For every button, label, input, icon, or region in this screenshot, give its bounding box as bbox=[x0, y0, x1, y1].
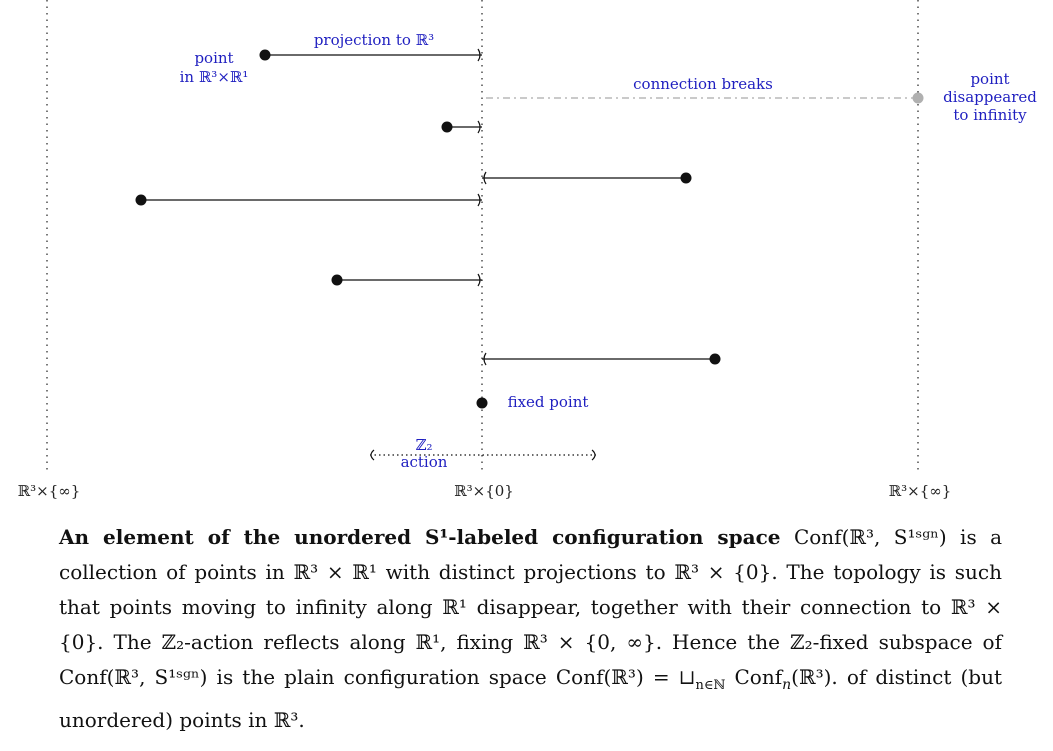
point-1 bbox=[260, 50, 271, 61]
caption-union-subscript: n∈ℕ bbox=[695, 678, 726, 693]
fixed-point-label: fixed point bbox=[507, 393, 589, 411]
caption-conf-n-subscript: n bbox=[782, 677, 792, 693]
disappeared-label-line3: to infinity bbox=[953, 106, 1027, 124]
disappeared-label-line1: point bbox=[970, 70, 1010, 88]
disappeared-point bbox=[913, 93, 924, 104]
fixed-point bbox=[477, 398, 488, 409]
caption-conf-n: Conf bbox=[734, 665, 783, 689]
right-axis-label: ℝ³×{∞} bbox=[888, 482, 952, 500]
point-6 bbox=[710, 354, 721, 365]
caption-sentence-2: is the plain configuration space Conf(ℝ³) = ⊔ bbox=[216, 665, 696, 689]
caption-conf-expr-2: Conf(ℝ³, S¹ˢᵍⁿ) bbox=[59, 665, 208, 689]
point-label-line2: in ℝ³×ℝ¹ bbox=[179, 68, 249, 86]
point-5 bbox=[332, 275, 343, 286]
projection-label: projection to ℝ³ bbox=[313, 31, 435, 49]
point-4 bbox=[136, 195, 147, 206]
z2-arrowhead-right bbox=[592, 450, 595, 460]
z2-label-line1: ℤ₂ bbox=[415, 436, 433, 454]
caption-sentence-3: (ℝ³). of distinct (but unordered) points in ℝ³. bbox=[59, 665, 1003, 732]
point-2 bbox=[442, 122, 453, 133]
caption-bold-intro: An element of the unordered S¹-labeled configuration space bbox=[59, 525, 781, 549]
connection-breaks-label: connection breaks bbox=[633, 75, 773, 93]
disappeared-label-line2: disappeared bbox=[943, 88, 1037, 106]
caption-conf-expr-1: Conf(ℝ³, S¹ˢᵍⁿ) bbox=[793, 525, 947, 549]
figure-caption bbox=[59, 520, 1002, 738]
segments bbox=[141, 49, 715, 365]
z2-arrowhead-left bbox=[371, 450, 374, 460]
caption-sentence-1: is a collection of points in ℝ³ × ℝ¹ with distinct projections to ℝ³ × {0}. The topology is such that points moving to infinity along ℝ¹ disappear, together with their connection to ℝ³ × {0}. The ℤ₂-action reflects along ℝ¹, fixing ℝ³ × {0, ∞}. Hence the ℤ₂-fixed subspace of bbox=[59, 525, 1003, 654]
point-3 bbox=[681, 173, 692, 184]
left-axis-label: ℝ³×{∞} bbox=[17, 482, 81, 500]
point-label-line1: point bbox=[194, 49, 234, 67]
center-axis-label: ℝ³×{0} bbox=[454, 482, 514, 500]
z2-label-line2: action bbox=[400, 453, 448, 471]
points bbox=[136, 50, 721, 409]
